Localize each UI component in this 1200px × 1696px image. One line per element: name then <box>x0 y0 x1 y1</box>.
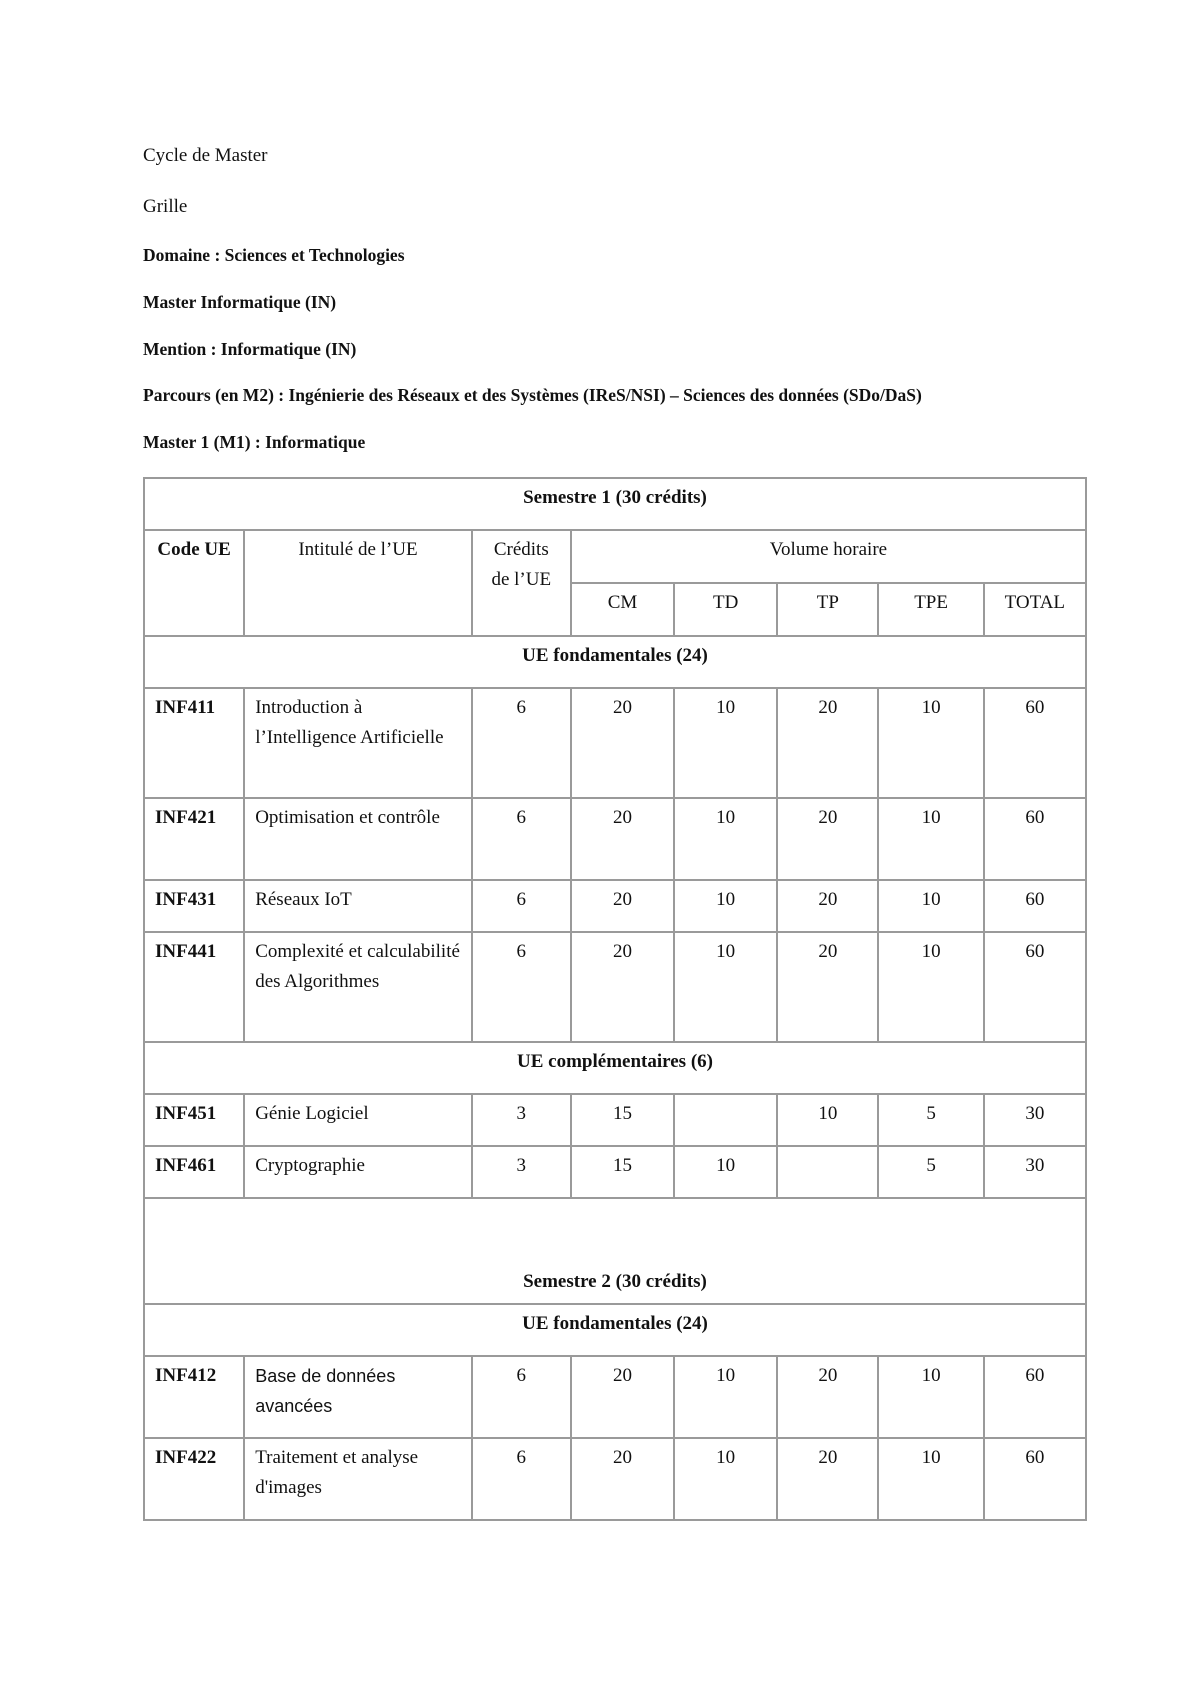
total-cell: 60 <box>984 1438 1086 1520</box>
column-header-row <box>144 530 1086 583</box>
credits-cell: 6 <box>472 688 571 798</box>
cm-cell: 15 <box>571 1146 674 1198</box>
cm-cell: 20 <box>571 880 674 932</box>
code-cell: INF461 <box>144 1146 244 1198</box>
table-row <box>144 932 1086 1042</box>
tp-cell <box>777 1146 878 1198</box>
tp-cell: 20 <box>777 688 878 798</box>
credits-cell: 6 <box>472 880 571 932</box>
intitule-cell: Traitement et analyse d'images <box>244 1438 471 1520</box>
tp-cell: 20 <box>777 932 878 1042</box>
code-cell: INF412 <box>144 1356 244 1438</box>
header-volume-horaire: Volume horaire <box>571 530 1086 583</box>
td-cell: 10 <box>674 798 777 880</box>
header-code: Code UE <box>144 530 244 636</box>
semester-2-title: Semestre 2 (30 crédits) <box>144 1198 1086 1304</box>
grille-title: Grille <box>143 196 188 217</box>
header-td: TD <box>674 583 777 636</box>
table-row <box>144 1438 1086 1520</box>
section-row <box>144 1304 1086 1356</box>
header-total: TOTAL <box>984 583 1086 636</box>
section-row <box>144 1042 1086 1094</box>
table-row <box>144 880 1086 932</box>
domaine-line: Domaine : Sciences et Technologies <box>143 245 405 265</box>
code-cell: INF441 <box>144 932 244 1042</box>
tpe-cell: 10 <box>878 932 983 1042</box>
td-cell: 10 <box>674 688 777 798</box>
td-cell: 10 <box>674 932 777 1042</box>
total-cell: 60 <box>984 688 1086 798</box>
tpe-cell: 10 <box>878 1438 983 1520</box>
header-tp: TP <box>777 583 878 636</box>
total-cell: 30 <box>984 1094 1086 1146</box>
master1-line: Master 1 (M1) : Informatique <box>143 432 366 452</box>
header-tpe: TPE <box>878 583 983 636</box>
intitule-cell: Cryptographie <box>244 1146 471 1198</box>
intitule-cell: Complexité et calculabilité des Algorithmes <box>244 932 471 1042</box>
table-row <box>144 1356 1086 1438</box>
tp-cell: 20 <box>777 880 878 932</box>
semester-1-title: Semestre 1 (30 crédits) <box>144 478 1086 530</box>
code-cell: INF421 <box>144 798 244 880</box>
code-cell: INF411 <box>144 688 244 798</box>
cm-cell: 20 <box>571 798 674 880</box>
code-cell: INF422 <box>144 1438 244 1520</box>
table-row <box>144 798 1086 880</box>
credits-cell: 3 <box>472 1146 571 1198</box>
course-grid-table <box>143 477 1087 1521</box>
tpe-cell: 10 <box>878 1356 983 1438</box>
header-intitule: Intitulé de l’UE <box>244 530 471 636</box>
cm-cell: 15 <box>571 1094 674 1146</box>
section-label: UE fondamentales (24) <box>144 1304 1086 1356</box>
master-line: Master Informatique (IN) <box>143 292 337 312</box>
total-cell: 60 <box>984 798 1086 880</box>
td-cell: 10 <box>674 1356 777 1438</box>
tp-cell: 20 <box>777 798 878 880</box>
credits-cell: 6 <box>472 1438 571 1520</box>
intitule-cell: Réseaux IoT <box>244 880 471 932</box>
mention-line: Mention : Informatique (IN) <box>143 339 357 359</box>
total-cell: 60 <box>984 932 1086 1042</box>
semester-2-header-row <box>144 1198 1086 1304</box>
total-cell: 60 <box>984 880 1086 932</box>
section-label: UE complémentaires (6) <box>144 1042 1086 1094</box>
semester-1-header-row <box>144 478 1086 530</box>
section-row <box>144 636 1086 688</box>
tp-cell: 10 <box>777 1094 878 1146</box>
credits-cell: 3 <box>472 1094 571 1146</box>
td-cell <box>674 1094 777 1146</box>
code-cell: INF451 <box>144 1094 244 1146</box>
header-cm: CM <box>571 583 674 636</box>
credits-cell: 6 <box>472 932 571 1042</box>
table-row <box>144 1094 1086 1146</box>
cm-cell: 20 <box>571 1438 674 1520</box>
parcours-line: Parcours (en M2) : Ingénierie des Réseaux et des Systèmes (IReS/NSI) – Sciences des données (SDo/DaS) <box>143 385 922 405</box>
cm-cell: 20 <box>571 688 674 798</box>
table-row <box>144 688 1086 798</box>
tp-cell: 20 <box>777 1356 878 1438</box>
intitule-cell: Base de données avancées <box>244 1356 471 1438</box>
tpe-cell: 10 <box>878 688 983 798</box>
tpe-cell: 10 <box>878 880 983 932</box>
td-cell: 10 <box>674 1438 777 1520</box>
td-cell: 10 <box>674 880 777 932</box>
cm-cell: 20 <box>571 932 674 1042</box>
table-row <box>144 1146 1086 1198</box>
credits-cell: 6 <box>472 798 571 880</box>
cm-cell: 20 <box>571 1356 674 1438</box>
total-cell: 30 <box>984 1146 1086 1198</box>
section-label: UE fondamentales (24) <box>144 636 1086 688</box>
intitule-cell: Introduction à l’Intelligence Artificielle <box>244 688 471 798</box>
td-cell: 10 <box>674 1146 777 1198</box>
intitule-cell: Optimisation et contrôle <box>244 798 471 880</box>
cycle-title: Cycle de Master <box>143 145 268 166</box>
code-cell: INF431 <box>144 880 244 932</box>
tpe-cell: 5 <box>878 1094 983 1146</box>
tpe-cell: 5 <box>878 1146 983 1198</box>
tpe-cell: 10 <box>878 798 983 880</box>
intitule-cell: Génie Logiciel <box>244 1094 471 1146</box>
credits-cell: 6 <box>472 1356 571 1438</box>
tp-cell: 20 <box>777 1438 878 1520</box>
total-cell: 60 <box>984 1356 1086 1438</box>
header-credits: Crédits de l’UE <box>472 530 571 636</box>
